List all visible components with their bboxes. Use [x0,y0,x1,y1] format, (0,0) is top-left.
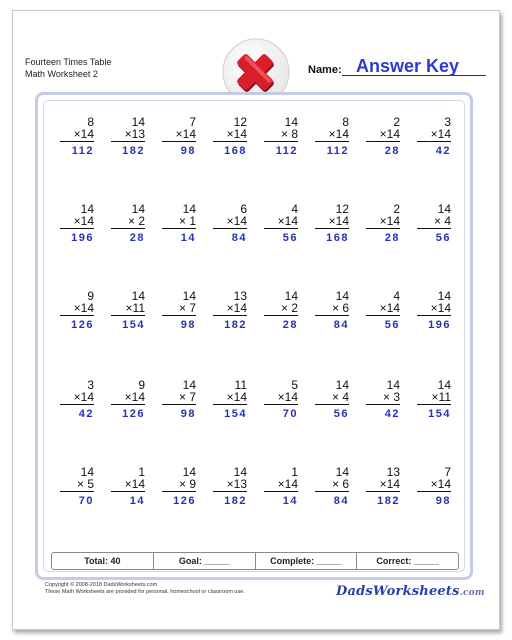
problem-3-2 [111,290,145,331]
answer: 196 [71,232,94,244]
correct-cell: Correct: _____ [376,556,439,566]
problem-2-4 [213,203,247,244]
multiplicand: 14 [80,202,94,216]
problem-5-1 [60,466,94,507]
multiplier: × 5 [60,478,94,492]
answer: 98 [180,319,196,331]
problem-1-7 [366,116,400,157]
problem-1-2 [111,116,145,157]
multiplier: × 6 [315,302,349,316]
multiplier: ×14 [213,302,247,316]
problem-5-8 [417,466,451,507]
answer: 98 [435,495,451,507]
answer: 42 [384,408,400,420]
multiplier: ×14 [60,391,94,405]
answer: 84 [231,232,247,244]
answer: 168 [326,232,349,244]
multiplier: ×14 [213,128,247,142]
multiplicand: 14 [131,202,145,216]
multiplier: ×14 [111,391,145,405]
problem-1-6 [315,116,349,157]
problem-2-8 [417,203,451,244]
answer: 42 [435,145,451,157]
multiplicand: 13 [233,289,247,303]
multiplicand: 1 [138,465,145,479]
problem-3-5 [264,290,298,331]
multiplicand: 14 [335,289,349,303]
problem-3-1 [60,290,94,331]
worksheet-title: Fourteen Times Table [25,57,112,67]
multiplicand: 9 [87,289,94,303]
problem-2-3 [162,203,196,244]
problem-3-7 [366,290,400,331]
problem-5-4 [213,466,247,507]
problem-4-2 [111,379,145,420]
answer: 168 [224,145,247,157]
problem-3-6 [315,290,349,331]
multiplier: × 8 [264,128,298,142]
multiplicand: 14 [131,289,145,303]
multiplier: ×13 [213,478,247,492]
multiplier: × 9 [162,478,196,492]
problem-2-7 [366,203,400,244]
copyright-line-2: These Math Worksheets are provided for personal, homeschool or classroom use. [45,589,245,595]
multiplicand: 11 [234,378,247,392]
problem-1-4 [213,116,247,157]
problem-2-5 [264,203,298,244]
answer: 126 [71,319,94,331]
multiplicand: 14 [233,465,247,479]
multiplicand: 8 [342,115,349,129]
multiplier: ×13 [111,128,145,142]
problem-1-5 [264,116,298,157]
multiplicand: 14 [437,202,451,216]
brand-name: DadsWorksheets [336,584,460,599]
multiplier: ×14 [417,302,451,316]
multiplicand: 14 [182,202,196,216]
worksheet-subtitle: Math Worksheet 2 [25,69,98,79]
problem-3-3 [162,290,196,331]
copyright-notice [45,582,245,596]
multiplier: ×14 [264,215,298,229]
problem-2-1 [60,203,94,244]
multiplier: × 7 [162,391,196,405]
answer: 28 [282,319,298,331]
problem-3-8 [417,290,451,331]
total-cell: Total: 40 [52,553,154,569]
answer: 182 [224,319,247,331]
multiplier: ×14 [162,128,196,142]
answer-key-label: Answer Key [356,56,460,76]
answer: 28 [129,232,145,244]
problem-3-4 [213,290,247,331]
multiplicand: 13 [386,465,400,479]
answer: 28 [384,145,400,157]
problem-1-8 [417,116,451,157]
problem-4-8 [417,379,451,420]
answer: 112 [71,145,94,157]
problem-5-6 [315,466,349,507]
answer: 182 [122,145,145,157]
answer: 84 [333,495,349,507]
multiplier: × 7 [162,302,196,316]
multiplicand: 2 [393,115,400,129]
multiplier: ×11 [417,391,451,405]
multiplicand: 12 [233,115,247,129]
problem-4-5 [264,379,298,420]
multiplicand: 14 [335,465,349,479]
multiplier: ×14 [315,128,349,142]
problem-4-3 [162,379,196,420]
multiplicand: 3 [444,115,451,129]
problem-5-5 [264,466,298,507]
multiplicand: 3 [87,378,94,392]
copyright-line-1: Copyright © 2008-2018 DadsWorksheets.com [45,582,158,588]
problem-2-6 [315,203,349,244]
multiplier: ×14 [60,215,94,229]
problem-4-1 [60,379,94,420]
multiplier: ×14 [264,391,298,405]
multiplicand: 8 [87,115,94,129]
multiplier: ×14 [60,128,94,142]
multiplicand: 2 [393,202,400,216]
multiplicand: 1 [291,465,298,479]
answer: 126 [173,495,196,507]
multiplier: ×14 [417,128,451,142]
answer: 84 [333,319,349,331]
multiplicand: 14 [182,378,196,392]
answer: 56 [333,408,349,420]
brand-logo [336,584,485,599]
answer: 154 [122,319,145,331]
answer: 42 [78,408,94,420]
answer: 14 [180,232,196,244]
problem-4-6 [315,379,349,420]
answer: 28 [384,232,400,244]
problem-1-1 [60,116,94,157]
multiplicand: 7 [444,465,451,479]
problem-2-2 [111,203,145,244]
multiplier: ×14 [366,128,400,142]
answer: 182 [224,495,247,507]
score-bar [51,552,459,570]
answer: 56 [384,319,400,331]
multiplier: ×11 [111,302,145,316]
multiplicand: 7 [189,115,196,129]
goal-cell: Goal: _____ [154,553,256,569]
multiplier: × 1 [162,215,196,229]
multiplicand: 14 [182,289,196,303]
multiplicand: 4 [393,289,400,303]
multiplier: × 6 [315,478,349,492]
multiplier: ×14 [417,478,451,492]
problem-5-3 [162,466,196,507]
multiplier: × 2 [111,215,145,229]
multiplicand: 4 [291,202,298,216]
multiplier: ×14 [264,478,298,492]
answer: 98 [180,408,196,420]
answer: 56 [435,232,451,244]
answer: 14 [129,495,145,507]
multiplicand: 12 [335,202,349,216]
multiplier: ×14 [213,391,247,405]
multiplier: × 4 [315,391,349,405]
multiplier: ×14 [111,478,145,492]
multiplicand: 14 [182,465,196,479]
multiplicand: 14 [284,115,298,129]
name-label: Name: [308,64,342,76]
answer: 112 [326,145,349,157]
multiplicand: 6 [240,202,247,216]
multiplicand: 14 [335,378,349,392]
problem-1-3 [162,116,196,157]
answer: 70 [282,408,298,420]
answer: 98 [180,145,196,157]
multiplier: ×14 [366,215,400,229]
multiplicand: 14 [437,378,451,392]
complete-cell: Complete: _____ [256,553,358,569]
problem-4-4 [213,379,247,420]
answer: 182 [377,495,400,507]
answer: 56 [282,232,298,244]
multiplier: ×14 [60,302,94,316]
multiplier: ×14 [315,215,349,229]
answer: 126 [122,408,145,420]
answer: 196 [428,319,451,331]
multiplier: ×14 [366,302,400,316]
multiplicand: 14 [131,115,145,129]
multiplicand: 14 [386,378,400,392]
problem-5-2 [111,466,145,507]
problem-grid-inner [43,100,465,572]
answer: 14 [282,495,298,507]
brand-tld: .com [459,588,485,598]
multiplicand: 14 [437,289,451,303]
multiplier: × 3 [366,391,400,405]
problem-5-7 [366,466,400,507]
name-field [308,56,486,78]
multiplier: ×14 [366,478,400,492]
multiplicand: 5 [291,378,298,392]
problem-grid [35,92,473,580]
multiplicand: 9 [138,378,145,392]
answer: 154 [428,408,451,420]
answer: 112 [275,145,298,157]
answer: 154 [224,408,247,420]
problem-4-7 [366,379,400,420]
multiplier: × 4 [417,215,451,229]
multiplicand: 14 [80,465,94,479]
answer: 70 [78,495,94,507]
multiplier: × 2 [264,302,298,316]
multiplicand: 14 [284,289,298,303]
multiplier: ×14 [213,215,247,229]
